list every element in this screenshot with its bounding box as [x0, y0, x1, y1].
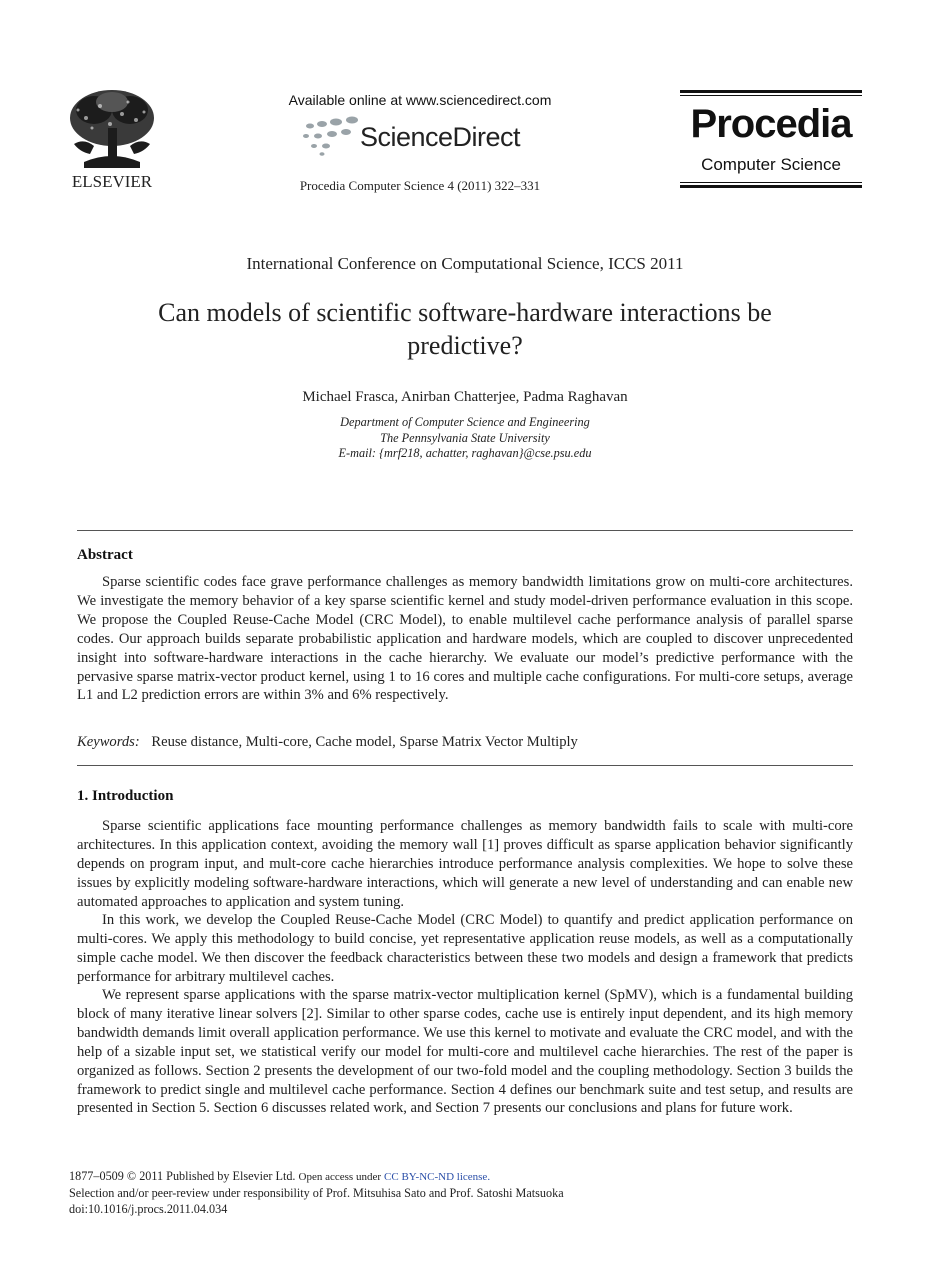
elsevier-logo — [64, 88, 160, 192]
abstract-bottom-rule — [77, 765, 853, 766]
procedia-subtitle: Computer Science — [701, 155, 841, 174]
procedia-bottom-rule — [680, 185, 862, 188]
footer-doi[interactable]: doi:10.1016/j.procs.2011.04.034 — [69, 1202, 228, 1217]
affiliation-email: E-mail: {mrf218, achatter, raghavan}@cse.psu.edu — [338, 446, 592, 460]
paper-authors: Michael Frasca, Anirban Chatterjee, Padma Raghavan — [302, 389, 628, 405]
footer-notes — [69, 1168, 869, 1218]
conference-name: International Conference on Computational Science, ICCS 2011 — [246, 254, 684, 273]
elsevier-wordmark: ELSEVIER — [71, 172, 153, 191]
intro-paragraph-3: We represent sparse applications with the sparse matrix-vector multiplication kernel (SpMV), which is a fundamental building block of many iterative linear solvers [2]. Similar to other sparse codes, cache use is entirely input dependent, and its high memory bandwidth demands limit overall application performance. We use this kernel to motivate and evaluate the CRC model, and with the help of a sizable input set, we statistical verify our model for multi-core and multilevel cache hierarchies. The rest of the paper is organized as follows. Section 2 presents the development of our two-fold model and the coupling methodology. Section 3 builds the framework to predict single and multilevel cache performance. Section 4 defines our benchmark suite and test setup, and results are presented in Section 5. Section 6 discusses related work, and Section 7 presents our conclusions and plans for future work. — [77, 987, 853, 1117]
affiliation-department: Department of Computer Science and Engineering — [340, 415, 590, 429]
intro-paragraph-2: In this work, we develop the Coupled Reuse-Cache Model (CRC Model) to quantify and predict application performance on multi-cores. We apply this methodology to build concise, yet representative application reuse models, as well as a computationally simple cache model. We then discover the feedback characteristics between these two models and design a framework that predicts performance for arbitrary multilevel caches. — [77, 912, 853, 985]
journal-reference: Procedia Computer Science 4 (2011) 322–331 — [299, 178, 541, 193]
available-online-text[interactable]: Available online at www.sciencedirect.com — [288, 92, 552, 108]
footer-open-access: Open access under — [298, 1171, 381, 1183]
abstract-heading: Abstract — [77, 547, 133, 563]
license-link[interactable]: CC BY-NC-ND license. — [384, 1171, 491, 1183]
sciencedirect-logo — [260, 114, 580, 156]
keywords-line — [77, 734, 853, 751]
footer-issn: 1877–0509 © 2011 Published by Elsevier Ltd. — [69, 1169, 296, 1183]
procedia-top-rule-thin — [680, 95, 862, 96]
keywords-list: Reuse distance, Multi-core, Cache model, Sparse Matrix Vector Multiply — [151, 734, 578, 750]
intro-paragraph-1: Sparse scientific applications face mounting performance challenges as memory bandwidth fails to scale with multi-core architectures. In this application context, avoiding the memory wall [1] proves difficult as sparse application behavior significantly depends on program input, and mult-core cache hierarchies introduce performance analysis complexities. We hope to solve these issues by explicitly modeling software-hardware interactions, which will generate a new level of understanding and can enable new automated approaches to application and system tuning. — [77, 818, 853, 910]
abstract-text: Sparse scientific codes face grave performance challenges as memory bandwidth limitations grow on multi-core architectures. We investigate the memory behavior of a key sparse scientific kernel and study model-driven performance evaluation in this scope. We propose the Coupled Reuse-Cache Model (CRC Model), to enable multilevel cache performance analysis of parallel sparse codes. Our approach builds separate probabilistic application and hardware models, which are coupled to discover unprecedented insight into software-hardware interactions in the cache hierarchy. We evaluate our model’s predictive performance with the pervasive sparse matrix-vector product kernel, using 1 to 16 cores and multiple cache configurations. For multi-core setups, average L1 and L2 prediction errors are within 3% and 6% respectively. — [77, 574, 853, 704]
paper-title: Can models of scientific software-hardware interactions be predictive? — [158, 298, 772, 360]
keywords-label: Keywords: — [77, 734, 140, 750]
affiliation-university: The Pennsylvania State University — [380, 430, 550, 445]
procedia-top-rule — [680, 90, 862, 93]
intro-heading: 1. Introduction — [77, 788, 174, 804]
sciencedirect-wordmark: ScienceDirect — [360, 122, 521, 152]
abstract-top-rule — [77, 530, 853, 531]
procedia-logo — [680, 90, 862, 190]
sciencedirect-block — [260, 92, 580, 156]
procedia-wordmark: Procedia — [690, 102, 852, 146]
affiliation — [100, 415, 830, 462]
elsevier-tree-icon — [64, 88, 160, 172]
footer-copyright-line — [69, 1168, 869, 1185]
procedia-bottom-rule-thin — [680, 182, 862, 183]
footer-review: Selection and/or peer-review under responsibility of Prof. Mitsuhisa Sato and Prof. Satoshi Matsuoka — [69, 1186, 564, 1201]
